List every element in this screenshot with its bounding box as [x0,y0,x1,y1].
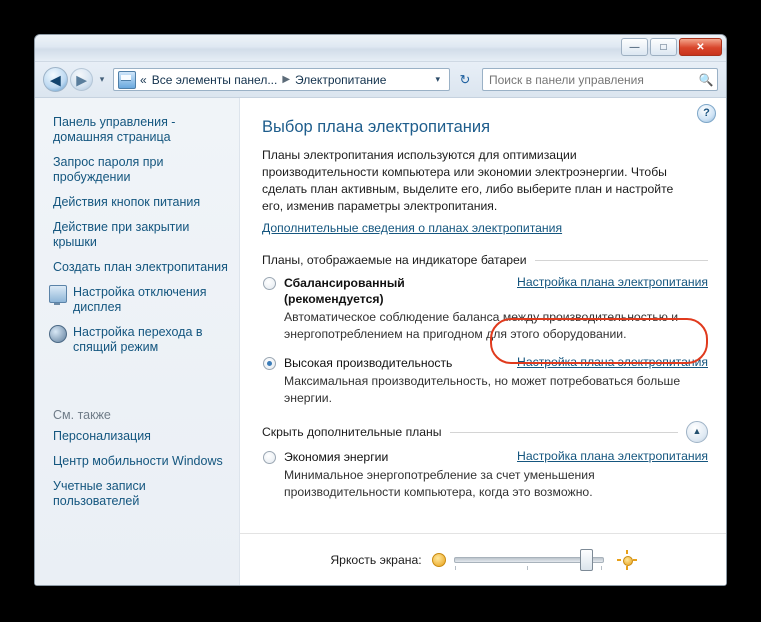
chevron-up-icon[interactable]: ▲ [686,421,708,443]
plan-description: Максимальная производительность, но может потребоваться больше энергии. [284,374,681,405]
power-plan-high-performance[interactable] [262,355,708,407]
breadcrumb-chevron-icon: ▶ [282,74,291,85]
address-bar[interactable] [113,68,450,91]
window-content [35,98,726,586]
plan-name[interactable]: Высокая производительность [284,356,453,370]
plans-section-header [262,253,708,267]
control-panel-icon [118,71,136,89]
plan-description: Минимальное энергопотребление за счет уменьшения производительности компьютера, когда это возможно. [284,468,595,499]
brightness-slider-thumb[interactable] [580,549,593,571]
moon-icon [49,325,67,343]
sidebar-see-also [35,386,239,514]
sidebar-item-label: Настройка отключения дисплея [73,285,207,314]
control-panel-window [34,34,727,586]
hide-additional-plans-row[interactable] [262,421,708,443]
plans-section-label: Планы, отображаемые на индикаторе батареи [262,253,527,267]
close-icon: ✕ [696,42,705,53]
sun-large-icon [618,551,636,569]
sidebar-item-user-accounts[interactable]: Учетные записи пользователей [53,479,146,508]
help-icon[interactable]: ? [697,104,716,123]
plan-row [284,449,708,465]
sidebar-item-display-off[interactable] [35,280,239,320]
close-button[interactable] [679,38,722,56]
sidebar-item-windows-mobility-center[interactable]: Центр мобильности Windows [53,454,223,468]
breadcrumb-prefix: « [140,72,147,87]
plan-name[interactable]: Экономия энергии [284,450,389,464]
sidebar-item-lid-close-action[interactable]: Действие при закрытии крышки [53,220,190,249]
radio-power-saver[interactable] [263,451,276,464]
window-titlebar[interactable] [35,35,726,62]
brightness-bar [240,533,726,586]
breadcrumb-item-all-items[interactable]: Все элементы панел... [151,72,278,87]
monitor-icon [49,285,67,303]
plan-description: Автоматическое соблюдение баланса между производительностью и энергопотреблением на пригодном для этого оборудовании. [284,310,679,341]
sidebar-item-label: Настройка перехода в спящий режим [73,325,203,354]
sidebar-item-sleep-settings[interactable] [35,320,239,360]
more-info-link[interactable]: Дополнительные сведения о планах электропитания [262,221,563,235]
forward-arrow-icon: ▶ [76,72,87,87]
forward-button[interactable] [70,68,93,91]
intro-text: Планы электропитания используются для оптимизации производительности компьютера или экономии электроэнергии. Чтобы сделать план активным, выделите его, либо выберите план и настройте его, изменив параметры электропитания. [262,148,674,213]
section-divider [535,260,708,261]
radio-balanced[interactable] [263,277,276,290]
refresh-icon[interactable]: ↻ [459,71,471,87]
power-plan-power-saver[interactable] [262,449,708,501]
sun-small-icon [432,553,446,567]
sidebar [35,98,240,586]
plan-settings-link-balanced[interactable]: Настройка плана электропитания [517,275,708,289]
history-dropdown-button[interactable]: ▾ [99,74,105,84]
sidebar-item-power-buttons[interactable]: Действия кнопок питания [53,195,201,209]
back-arrow-icon: ◀ [50,72,61,87]
search-icon[interactable]: 🔍 [698,72,714,87]
section-divider [450,432,678,433]
sidebar-item-create-power-plan[interactable]: Создать план электропитания [53,260,228,274]
power-plan-balanced[interactable] [262,275,708,343]
see-also-label: См. также [53,408,111,422]
radio-high-performance[interactable] [263,357,276,370]
navigation-bar [35,62,726,98]
brightness-slider[interactable] [454,557,604,563]
plan-settings-link-power-saver[interactable]: Настройка плана электропитания [517,449,708,463]
search-box[interactable] [482,68,718,91]
maximize-button[interactable] [650,38,677,56]
page-title: Выбор плана электропитания [262,118,491,136]
sidebar-item-home[interactable]: Панель управления - домашняя страница [53,115,176,144]
back-button[interactable] [43,67,68,92]
plan-name[interactable]: Сбалансированный (рекомендуется) [284,276,405,306]
brightness-label: Яркость экрана: [330,553,422,567]
plan-row [284,355,708,371]
sidebar-item-personalization[interactable]: Персонализация [53,429,151,443]
minimize-button[interactable] [621,38,648,56]
search-input[interactable] [483,73,695,87]
main-panel [240,98,726,586]
hide-additional-plans-label: Скрыть дополнительные планы [262,425,442,439]
minimize-icon: — [629,42,640,53]
maximize-icon: □ [660,42,667,53]
plan-settings-link-high-performance[interactable]: Настройка плана электропитания [517,355,708,369]
window-controls [621,38,722,56]
plan-row [284,275,708,307]
address-dropdown-icon[interactable]: ▾ [435,74,440,84]
breadcrumb [140,73,386,87]
sidebar-item-password-on-wakeup[interactable]: Запрос пароля при пробуждении [53,155,164,184]
breadcrumb-item-power-options[interactable]: Электропитание [295,72,387,87]
